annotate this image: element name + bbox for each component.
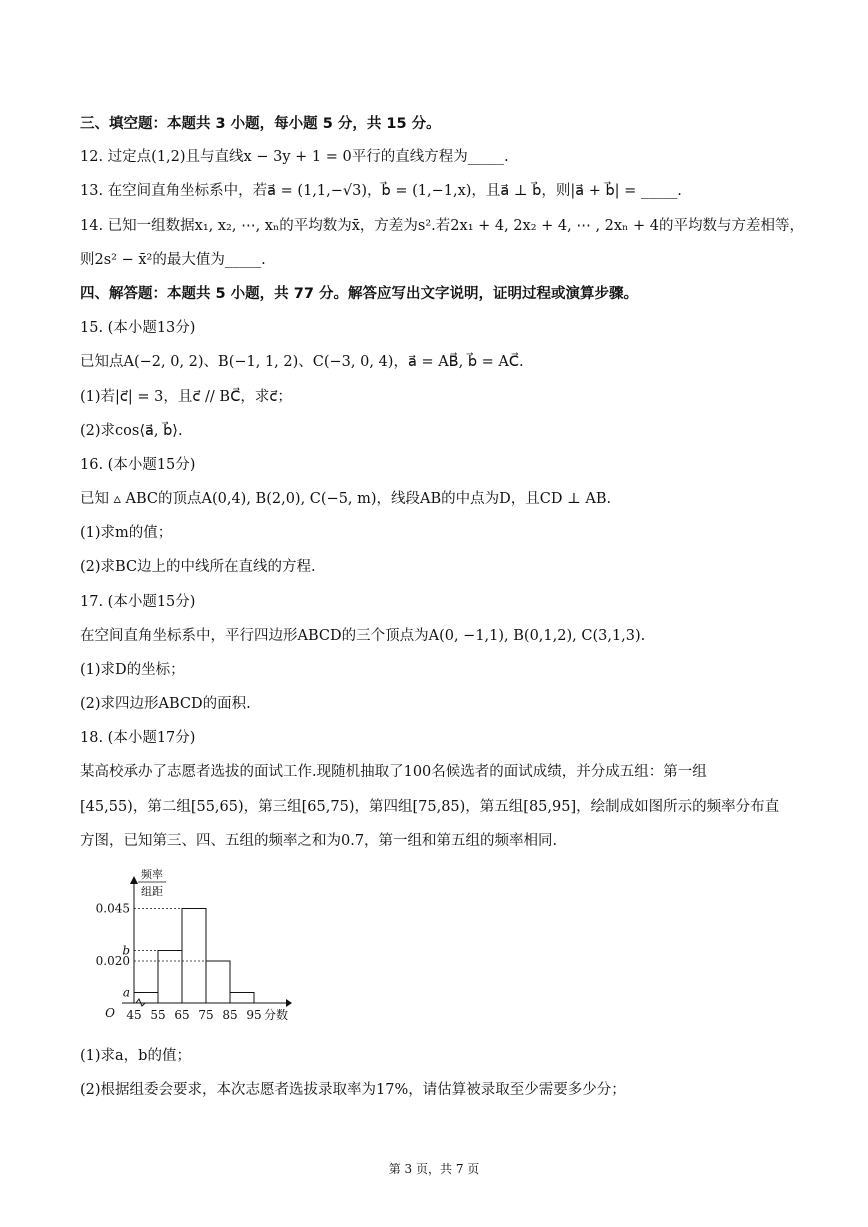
histogram-bar bbox=[206, 961, 230, 1003]
question-14-line-2: 则2s² − x̄²的最大值为_____. bbox=[80, 252, 266, 268]
question-15-stem: 已知点A(−2, 0, 2)、B(−1, 1, 2)、C(−3, 0, 4)，a⃗ = AB⃗, b⃗ = AC⃗. bbox=[80, 354, 524, 370]
y-axis-arrow bbox=[130, 876, 138, 884]
y-tick-label: 0.020 bbox=[96, 954, 130, 968]
x-axis-label: 分数 bbox=[264, 1008, 289, 1022]
question-18-part-1: (1)求a，b的值； bbox=[80, 1048, 191, 1064]
question-18-stem-3: 方图，已知第三、四、五组的频率之和为0.7，第一组和第五组的频率相同. bbox=[80, 833, 558, 849]
histogram-bar bbox=[230, 993, 254, 1004]
page-footer: 第 3 页，共 7 页 bbox=[388, 1162, 480, 1176]
question-13: 13. 在空间直角坐标系中，若a⃗ = (1,1,−√3)，b⃗ = (1,−1,x)，且a⃗ ⊥ b⃗，则|a⃗ + b⃗| = _____. bbox=[80, 183, 682, 199]
y-axis-label-numerator: 频率 bbox=[141, 868, 163, 881]
y-tick-label: 0.045 bbox=[96, 901, 130, 916]
x-tick-label: 45 bbox=[126, 1008, 142, 1022]
x-tick-label: 75 bbox=[198, 1008, 214, 1022]
question-18-stem-2: [45,55)，第二组[55,65)，第三组[65,75)，第四组[75,85)，第五组[85,95]，绘制成如图所示的频率分布直 bbox=[80, 799, 780, 815]
origin-label: O bbox=[105, 1006, 115, 1020]
question-15-part-2: (2)求cos⟨a⃗, b⃗⟩. bbox=[80, 423, 183, 439]
question-15-header: 15. (本小题13分) bbox=[80, 320, 196, 336]
histogram-bar bbox=[158, 951, 182, 1004]
question-18-header: 18. (本小题17分) bbox=[80, 730, 196, 746]
question-18-part-2: (2)根据组委会要求，本次志愿者选拔录取率为17%，请估算被录取至少需要多少分； bbox=[80, 1082, 626, 1098]
y-tick-label: a bbox=[122, 985, 130, 1000]
y-tick-label: b bbox=[122, 943, 130, 958]
x-tick-label: 65 bbox=[174, 1008, 190, 1022]
question-12: 12. 过定点(1,2)且与直线x − 3y + 1 = 0平行的直线方程为_____. bbox=[80, 149, 509, 165]
question-16-header: 16. (本小题15分) bbox=[80, 457, 196, 473]
section-3-heading: 三、填空题：本题共 3 小题，每小题 5 分，共 15 分。 bbox=[80, 116, 441, 132]
x-axis-arrow bbox=[286, 999, 292, 1007]
frequency-histogram bbox=[96, 866, 306, 1030]
x-tick-label: 55 bbox=[150, 1008, 166, 1022]
question-17-header: 17. (本小题15分) bbox=[80, 594, 196, 610]
x-tick-label: 85 bbox=[222, 1008, 238, 1022]
x-tick-label: 95 bbox=[246, 1008, 262, 1022]
question-17-stem: 在空间直角坐标系中，平行四边形ABCD的三个顶点为A(0, −1,1), B(0,1,2), C(3,1,3). bbox=[80, 628, 646, 644]
question-17-part-1: (1)求D的坐标； bbox=[80, 662, 185, 678]
question-16-part-2: (2)求BC边上的中线所在直线的方程. bbox=[80, 559, 316, 575]
question-16-part-1: (1)求m的值； bbox=[80, 525, 173, 541]
y-axis-label-denominator: 组距 bbox=[141, 885, 163, 898]
question-15-part-1: (1)若|c⃗| = 3，且c⃗ // BC⃗，求c⃗； bbox=[80, 389, 292, 405]
histogram-bar bbox=[182, 909, 206, 1004]
section-4-heading: 四、解答题：本题共 5 小题，共 77 分。解答应写出文字说明，证明过程或演算步骤。 bbox=[80, 286, 638, 302]
question-18-stem-1: 某高校承办了志愿者选拔的面试工作.现随机抽取了100名候选者的面试成绩，并分成五组：第一组 bbox=[80, 764, 707, 780]
question-17-part-2: (2)求四边形ABCD的面积. bbox=[80, 696, 251, 712]
question-16-stem: 已知 ▵ ABC的顶点A(0,4), B(2,0), C(−5, m)，线段AB的中点为D，且CD ⊥ AB. bbox=[80, 491, 612, 507]
question-14-line-1: 14. 已知一组数据x₁, x₂, ⋯, xₙ的平均数为x̄，方差为s².若2x₁ + 4, 2x₂ + 4, ⋯ , 2xₙ + 4的平均数与方差相等， bbox=[80, 218, 804, 234]
